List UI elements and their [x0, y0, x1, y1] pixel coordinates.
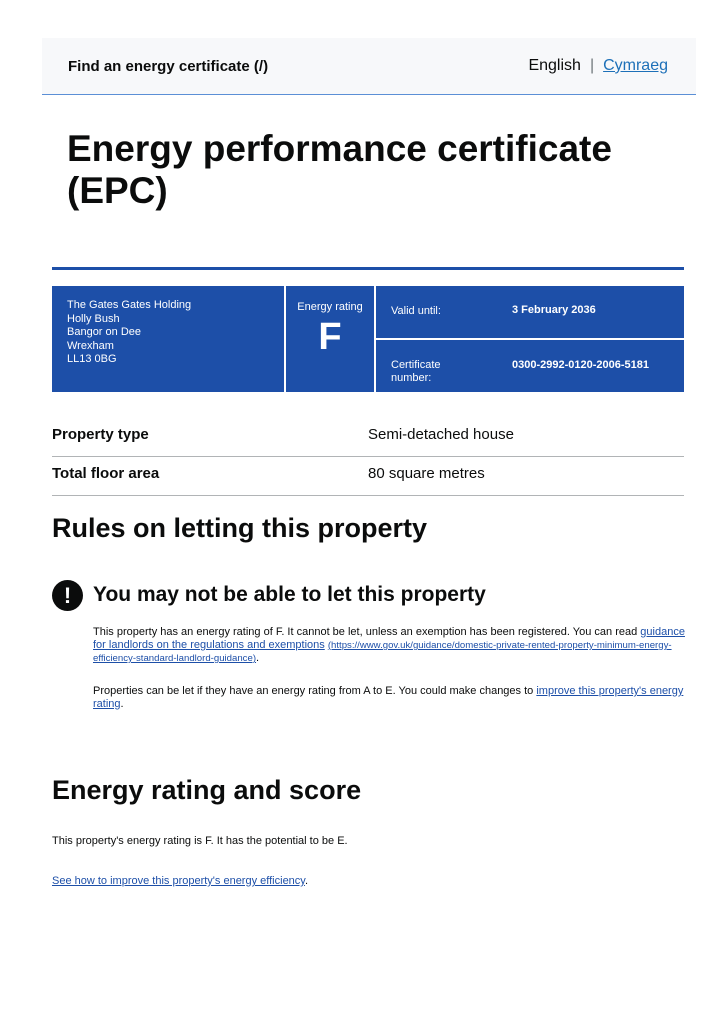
letting-guidance-paragraph	[93, 626, 689, 665]
warning-title: You may not be able to let this property	[93, 583, 486, 606]
property-details	[52, 418, 684, 496]
language-link-cymraeg[interactable]: Cymraeg	[603, 57, 668, 74]
sentence-end: .	[304, 875, 309, 887]
letting-rating-text: Properties can be let if they have an energy rating from A to E. You could make changes to	[93, 685, 534, 697]
floor-area-value: 80 square metres	[368, 465, 485, 482]
property-type-label: Property type	[52, 426, 149, 443]
improve-efficiency-link[interactable]: See how to improve this property's energy efficiency	[52, 875, 305, 887]
landlord-guidance-link[interactable]: guidance for landlords on the regulations and exemptions	[93, 626, 685, 651]
property-address	[67, 299, 191, 367]
language-switcher	[528, 57, 668, 75]
address-line: Bangor on Dee	[67, 326, 141, 338]
address-line: Wrexham	[67, 339, 114, 352]
rules-heading: Rules on letting this property	[52, 513, 428, 543]
property-row	[52, 457, 684, 496]
improve-efficiency-paragraph	[52, 875, 308, 887]
improve-rating-link[interactable]: improve this property's energy rating	[93, 685, 684, 710]
sentence-end: .	[256, 652, 260, 664]
address-line: LL13 0BG	[67, 353, 117, 365]
energy-rating-letter: F	[318, 316, 342, 358]
property-row	[52, 418, 684, 457]
epc-summary-box	[52, 286, 684, 392]
summary-divider	[284, 286, 286, 392]
warning-icon: !	[52, 580, 83, 611]
landlord-guidance-url[interactable]: (https://www.gov.uk/guidance/domestic-private-rented-property-minimum-energy-efficiency-standard-landlord-guidance)	[93, 640, 672, 664]
sentence-end: .	[120, 698, 124, 710]
title-divider	[52, 267, 684, 270]
address-line: The Gates Gates Holding	[67, 299, 192, 311]
certificate-number-label: Certificate number:	[391, 359, 441, 384]
energy-rating-heading: Energy rating and score	[52, 775, 362, 805]
summary-divider	[376, 338, 684, 340]
valid-until-label: Valid until:	[391, 305, 441, 317]
page-title: Energy performance certificate (EPC)	[67, 128, 612, 211]
site-header	[42, 38, 696, 95]
certificate-number: 0300-2992-0120-2006-5181	[512, 359, 650, 371]
service-name-suffix: (/)	[253, 58, 269, 75]
valid-until-date: 3 February 2036	[512, 304, 596, 316]
property-type-value: Semi-detached house	[368, 426, 514, 443]
address-line: Holly Bush	[67, 312, 120, 325]
service-name-link[interactable]	[68, 58, 268, 75]
letting-guidance-text: This property has an energy rating of F. It cannot be let, unless an exemption has been registered. You can read	[93, 626, 638, 638]
language-separator: |	[589, 57, 595, 74]
floor-area-label: Total floor area	[52, 465, 160, 482]
energy-rating-label: Energy rating	[297, 301, 363, 313]
language-current: English	[528, 57, 581, 74]
energy-rating-text: This property's energy rating is F. It has the potential to be E.	[52, 835, 348, 847]
service-name[interactable]: Find an energy certificate	[68, 58, 250, 75]
letting-rating-paragraph	[93, 685, 689, 711]
